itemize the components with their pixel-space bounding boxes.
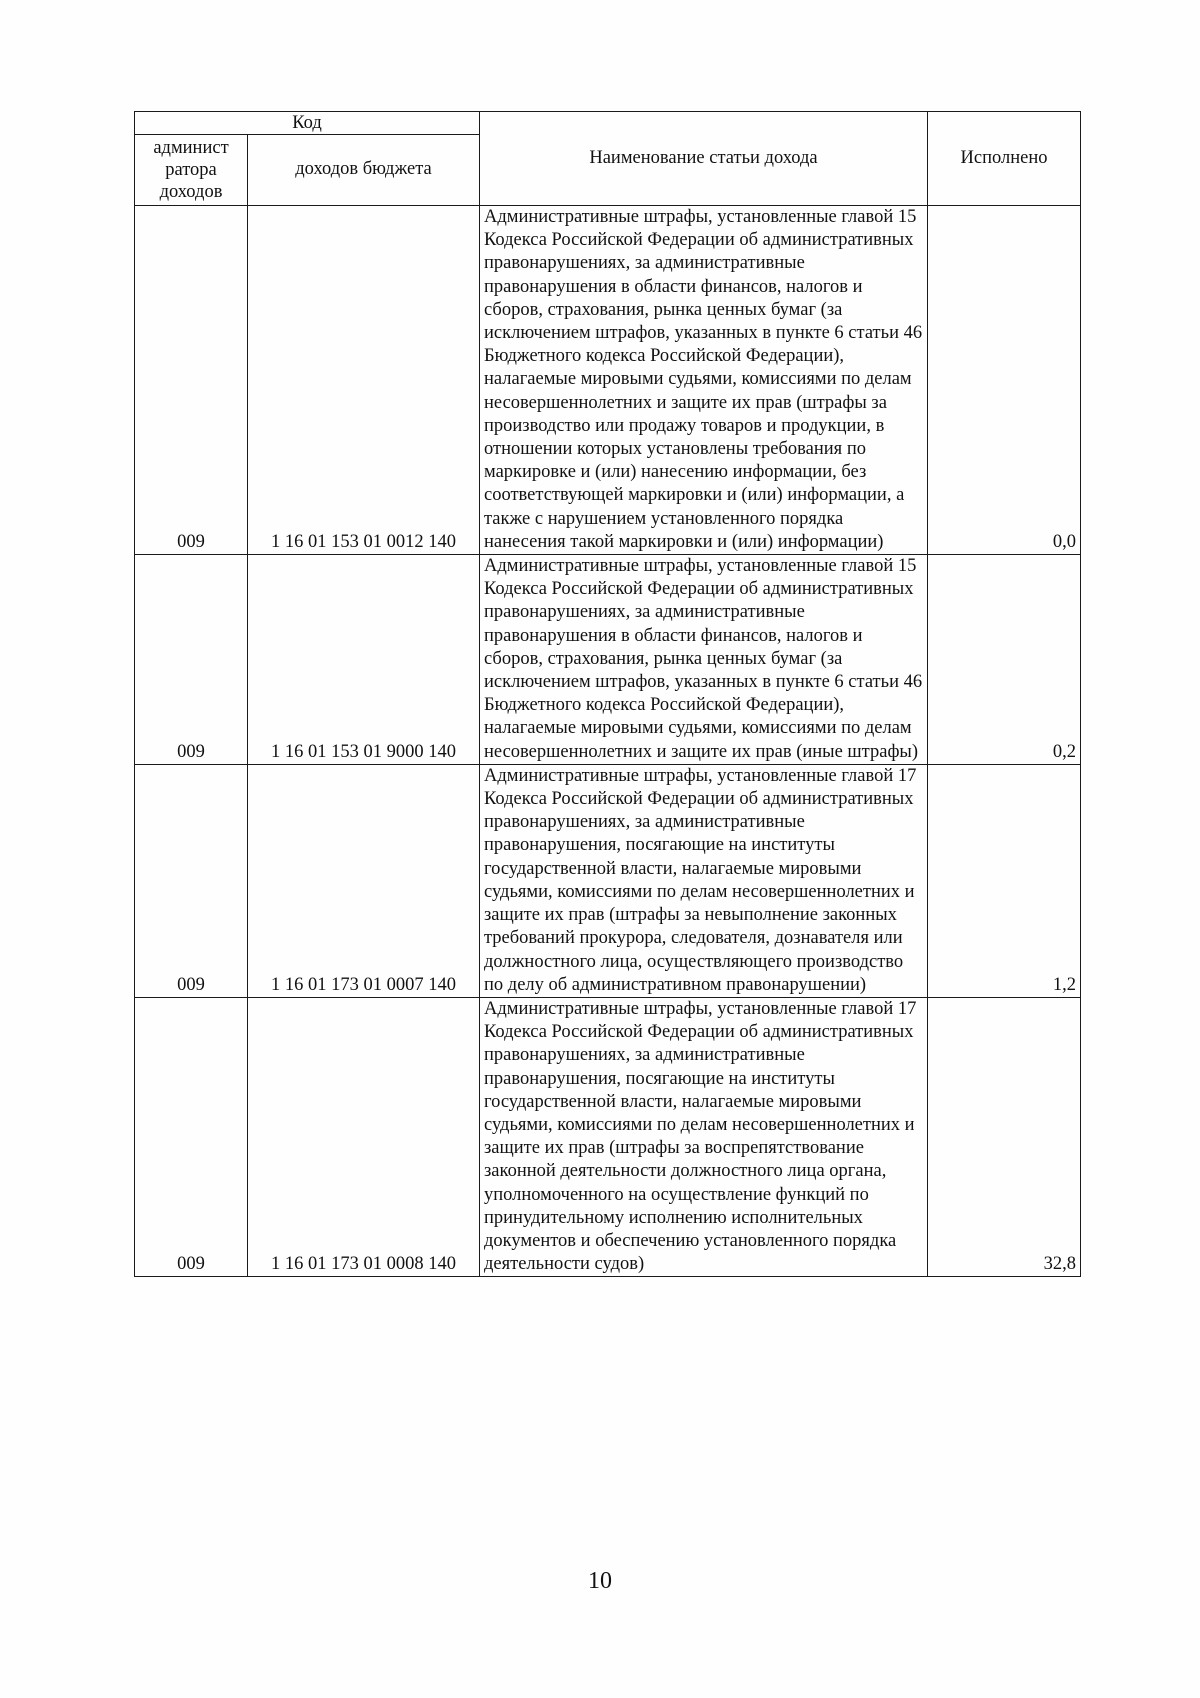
admin-code-cell: 009	[135, 206, 248, 555]
budget-code-cell: 1 16 01 173 01 0008 140	[248, 997, 480, 1276]
header-executed: Исполнено	[928, 112, 1081, 206]
admin-code-cell: 009	[135, 764, 248, 997]
executed-cell: 0,2	[928, 555, 1081, 765]
header-kod: Код	[135, 112, 480, 135]
table-row	[135, 997, 1081, 1276]
table-row	[135, 764, 1081, 997]
item-name-cell: Административные штрафы, установленные главой 17 Кодекса Российской Федерации об административных правонарушениях, за административные правонарушения, посягающие на институты государственной власти, налагаемые мировыми судьями, комиссиями по делам несовершеннолетних и защите их прав (штрафы за невыполнение законных требований прокурора, следователя, дознавателя или должностного лица, осуществляющего производство по делу об административном правонарушении)	[480, 764, 928, 997]
item-name-cell: Административные штрафы, установленные главой 17 Кодекса Российской Федерации об административных правонарушениях, за административные правонарушения, посягающие на институты государственной власти, налагаемые мировыми судьями, комиссиями по делам несовершеннолетних и защите их прав (штрафы за воспрепятствование законной деятельности должностного лица органа, уполномоченного на осуществление функций по принудительному исполнению исполнительных документов и обеспечению установленного порядка деятельности судов)	[480, 997, 928, 1276]
item-name-cell: Административные штрафы, установленные главой 15 Кодекса Российской Федерации об административных правонарушениях, за административные правонарушения в области финансов, налогов и сборов, страхования, рынка ценных бумаг (за исключением штрафов, указанных в пункте 6 статьи 46 Бюджетного кодекса Российской Федерации), налагаемые мировыми судьями, комиссиями по делам несовершеннолетних и защите их прав (штрафы за производство или продажу товаров и продукции, в отношении которых установлены требования по маркировке и (или) нанесению информации, без соответствующей маркировки и (или) информации, а также с нарушением установленного порядка нанесения такой маркировки и (или) информации)	[480, 206, 928, 555]
budget-code-cell: 1 16 01 173 01 0007 140	[248, 764, 480, 997]
header-administrator: админист ратора доходов	[135, 135, 248, 206]
budget-code-cell: 1 16 01 153 01 0012 140	[248, 206, 480, 555]
admin-code-cell: 009	[135, 997, 248, 1276]
header-item-name: Наименование статьи дохода	[480, 112, 928, 206]
header-budget-code: доходов бюджета	[248, 135, 480, 206]
table-row	[135, 206, 1081, 555]
page-number: 10	[588, 1568, 612, 1594]
table-header	[135, 112, 1081, 206]
executed-cell: 1,2	[928, 764, 1081, 997]
revenue-table	[134, 111, 1081, 1277]
item-name-cell: Административные штрафы, установленные главой 15 Кодекса Российской Федерации об административных правонарушениях, за административные правонарушения в области финансов, налогов и сборов, страхования, рынка ценных бумаг (за исключением штрафов, указанных в пункте 6 статьи 46 Бюджетного кодекса Российской Федерации), налагаемые мировыми судьями, комиссиями по делам несовершеннолетних и защите их прав (иные штрафы)	[480, 555, 928, 765]
executed-cell: 0,0	[928, 206, 1081, 555]
table-row	[135, 555, 1081, 765]
admin-code-cell: 009	[135, 555, 248, 765]
table-body	[135, 206, 1081, 1277]
budget-code-cell: 1 16 01 153 01 9000 140	[248, 555, 480, 765]
executed-cell: 32,8	[928, 997, 1081, 1276]
